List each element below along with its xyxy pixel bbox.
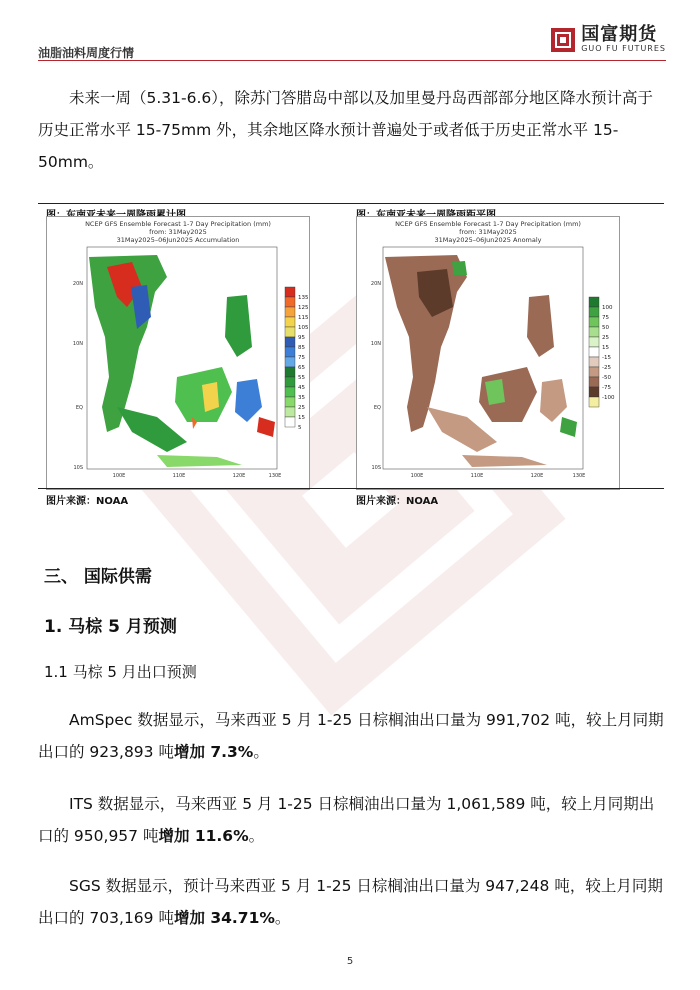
figure-source-anomaly: 图片来源：NOAA xyxy=(356,496,439,507)
lat-label: 10N xyxy=(72,341,83,347)
legend-swatch xyxy=(285,307,295,317)
legend-label: 135 xyxy=(298,295,309,301)
section-heading-3: 三、 国际供需 xyxy=(44,567,152,587)
lon-label: 100E xyxy=(410,473,424,479)
legend-label: 125 xyxy=(298,305,309,311)
legend-swatch xyxy=(589,347,599,357)
lon-label: 120E xyxy=(530,473,544,479)
legend-swatch xyxy=(589,377,599,387)
legend-swatch xyxy=(589,367,599,377)
legend-swatch xyxy=(589,387,599,397)
legend-swatch xyxy=(285,387,295,397)
legend-swatch xyxy=(285,417,295,427)
legend-label: 95 xyxy=(298,335,305,341)
lon-label: 130E xyxy=(572,473,586,479)
header-rule xyxy=(38,60,666,61)
legend-swatch xyxy=(589,337,599,347)
report-amspec-change: 增加 7.3% xyxy=(173,743,254,761)
legend-label: -25 xyxy=(602,365,611,371)
legend-swatch xyxy=(285,407,295,417)
legend-label: 15 xyxy=(602,345,609,351)
report-sgs: SGS 数据显示，预计马来西亚 5 月 1-25 日棕榈油出口量为 947,248 吨，较上月同期出口的 703,169 吨增加 34.71%。 xyxy=(38,877,663,927)
lat-label: EQ xyxy=(373,405,381,411)
legend-label: -50 xyxy=(602,375,611,381)
legend-label: -15 xyxy=(602,355,611,361)
legend-swatch xyxy=(285,327,295,337)
legend-anomaly xyxy=(589,297,615,407)
legend-label: 25 xyxy=(602,335,609,341)
legend-swatch xyxy=(285,337,295,347)
legend-swatch xyxy=(589,327,599,337)
legend-label: 105 xyxy=(298,325,309,331)
lat-label: 10S xyxy=(73,465,83,471)
section-heading-1: 1. 马棕 5 月预测 xyxy=(44,617,177,637)
logo-en-text: GUO FU FUTURES xyxy=(581,44,666,53)
figure-source-accumulation: 图片来源：NOAA xyxy=(46,496,129,507)
legend-label: 25 xyxy=(298,405,305,411)
report-amspec: AmSpec 数据显示，马来西亚 5 月 1-25 日棕榈油出口量为 991,702 吨，较上月同期出口的 923,893 吨增加 7.3%。 xyxy=(38,711,664,761)
map-title-line-2: from: 31May2025 xyxy=(149,228,207,236)
legend-label: 75 xyxy=(298,355,305,361)
legend-swatch xyxy=(589,397,599,407)
legend-swatch xyxy=(589,317,599,327)
legend-accumulation xyxy=(285,287,309,431)
map-anomaly xyxy=(356,216,620,490)
intro-paragraph: 未来一周（5.31-6.6），除苏门答腊岛中部以及加里曼丹岛西部部分地区降水预计高于历史正常水平 15-75mm 外，其余地区降水预计普遍处于或者低于历史正常水平 15-50mm。 xyxy=(38,89,654,171)
legend-label: 5 xyxy=(298,425,302,431)
legend-label: 35 xyxy=(298,395,305,401)
lon-label: 110E xyxy=(470,473,484,479)
legend-label: 50 xyxy=(602,325,609,331)
legend-label: 75 xyxy=(602,315,609,321)
lon-label: 130E xyxy=(268,473,282,479)
map-title-line-3: 31May2025–06Jun2025 Anomaly xyxy=(434,236,542,244)
legend-swatch xyxy=(285,377,295,387)
lat-label: 20N xyxy=(72,281,83,287)
map-title-line-1: NCEP GFS Ensemble Forecast 1-7 Day Precipitation (mm) xyxy=(85,220,271,228)
lat-label: 10N xyxy=(370,341,381,347)
legend-label: 45 xyxy=(298,385,305,391)
map-accumulation xyxy=(46,216,310,490)
logo-icon xyxy=(551,28,575,52)
section-heading-1-1: 1.1 马棕 5 月出口预测 xyxy=(44,663,197,681)
legend-swatch xyxy=(285,397,295,407)
legend-swatch xyxy=(285,367,295,377)
lon-label: 110E xyxy=(172,473,186,479)
legend-label: -75 xyxy=(602,385,611,391)
report-its: ITS 数据显示，马来西亚 5 月 1-25 日棕榈油出口量为 1,061,589 吨，较上月同期出口的 950,957 吨增加 11.6%。 xyxy=(38,795,655,845)
figure-bottom-rule xyxy=(38,488,664,489)
report-sgs-change: 增加 34.71% xyxy=(173,909,275,927)
company-logo xyxy=(551,24,666,56)
legend-label: 15 xyxy=(298,415,305,421)
page-header xyxy=(38,22,666,62)
legend-swatch xyxy=(589,297,599,307)
map-accumulation-svg xyxy=(47,217,309,489)
legend-label: -100 xyxy=(602,395,615,401)
legend-swatch xyxy=(589,357,599,367)
legend-label: 100 xyxy=(602,305,613,311)
figure-top-rule xyxy=(38,203,664,204)
legend-swatch xyxy=(285,347,295,357)
legend-label: 85 xyxy=(298,345,305,351)
lon-label: 100E xyxy=(112,473,126,479)
map-title-line-3: 31May2025–06Jun2025 Accumulation xyxy=(116,236,240,244)
header-title: 油脂油料周度行情 xyxy=(38,46,135,60)
legend-swatch xyxy=(589,307,599,317)
map-title-line-1: NCEP GFS Ensemble Forecast 1-7 Day Precipitation (mm) xyxy=(395,220,581,228)
lat-label: 20N xyxy=(370,281,381,287)
lat-label: 10S xyxy=(371,465,381,471)
legend-swatch xyxy=(285,297,295,307)
map-anomaly-svg xyxy=(357,217,619,489)
report-its-change: 增加 11.6% xyxy=(158,827,249,845)
lon-label: 120E xyxy=(232,473,246,479)
legend-label: 55 xyxy=(298,375,305,381)
lat-label: EQ xyxy=(75,405,83,411)
legend-swatch xyxy=(285,357,295,367)
legend-swatch xyxy=(285,317,295,327)
legend-swatch xyxy=(285,287,295,297)
map-title-line-2: from: 31May2025 xyxy=(459,228,517,236)
legend-label: 115 xyxy=(298,315,309,321)
page-number: 5 xyxy=(346,956,354,967)
logo-cn-text: 国富期货 xyxy=(581,24,658,45)
legend-label: 65 xyxy=(298,365,305,371)
